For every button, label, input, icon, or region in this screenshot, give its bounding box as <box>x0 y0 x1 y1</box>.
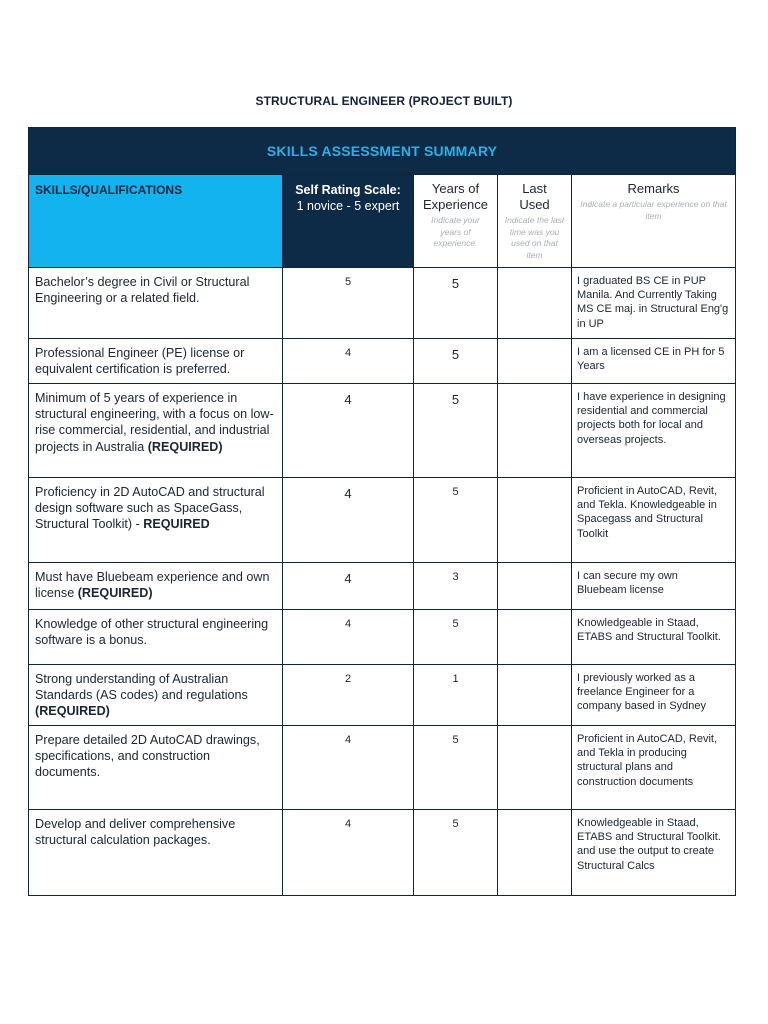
header-last-used <box>498 175 572 268</box>
remarks-cell: I am a licensed CE in PH for 5 Years <box>572 339 736 384</box>
table-row <box>29 810 736 896</box>
table-row <box>29 478 736 563</box>
header-remarks <box>572 175 736 268</box>
skill-cell <box>29 268 283 339</box>
rating-cell: 4 <box>283 810 414 896</box>
skill-text: Must have Bluebeam experience and own license <box>35 570 270 601</box>
years-cell: 5 <box>414 810 498 896</box>
years-cell: 5 <box>414 339 498 384</box>
remarks-cell: Knowledgeable in Staad, ETABS and Structural Toolkit. and use the output to create Structural Calcs <box>572 810 736 896</box>
remarks-cell: Knowledgeable in Staad, ETABS and Structural Toolkit. <box>572 610 736 665</box>
header-remarks-hint: Indicate a particular experience on that item <box>580 199 727 221</box>
rating-cell: 2 <box>283 665 414 726</box>
remarks-cell: Proficient in AutoCAD, Revit, and Tekla. Knowledgeable in Spacegass and Structural Toolkit <box>572 478 736 563</box>
years-cell: 5 <box>414 610 498 665</box>
skill-cell <box>29 384 283 478</box>
years-cell: 3 <box>414 563 498 610</box>
table-row <box>29 384 736 478</box>
header-remarks-title: Remarks <box>627 181 680 196</box>
header-rating-title: Self Rating Scale: <box>295 183 401 197</box>
skill-text: Minimum of 5 years of experience in structural engineering, with a focus on low-rise commercial, residential, and industrial projects in Australia <box>35 391 274 454</box>
last-used-cell <box>498 563 572 610</box>
skill-text: Bachelor’s degree in Civil or Structural Engineering or a related field. <box>35 275 250 306</box>
header-skills: SKILLS/QUALIFICATIONS <box>29 175 283 268</box>
rating-cell: 4 <box>283 563 414 610</box>
skill-cell <box>29 339 283 384</box>
rating-cell: 5 <box>283 268 414 339</box>
required-tag: (REQUIRED) <box>77 586 153 601</box>
remarks-cell: Proficient in AutoCAD, Revit, and Tekla in producing structural plans and construction documents <box>572 726 736 810</box>
table-row <box>29 726 736 810</box>
table-row <box>29 610 736 665</box>
skill-cell <box>29 563 283 610</box>
skill-text: Strong understanding of Australian Standards (AS codes) and regulations <box>35 672 248 703</box>
last-used-cell <box>498 726 572 810</box>
document-title: STRUCTURAL ENGINEER (PROJECT BUILT) <box>255 94 513 108</box>
years-cell: 5 <box>414 726 498 810</box>
header-last-hint: Indicate the last time was you used on that item <box>504 215 565 260</box>
header-years-title-2: Experience <box>422 197 489 212</box>
header-years-hint: Indicate your years of experience. <box>431 215 480 248</box>
skill-text: Knowledge of other structural engineering software is a bonus. <box>35 617 269 648</box>
table-row <box>29 563 736 610</box>
rating-cell: 4 <box>283 384 414 478</box>
required-tag: REQUIRED <box>143 517 210 532</box>
skills-assessment-table <box>28 127 736 896</box>
skill-text: Proficiency in 2D AutoCAD and structural design software such as SpaceGass, Structural Toolkit) - <box>35 485 265 532</box>
skill-text: Prepare detailed 2D AutoCAD drawings, specifications, and construction documents. <box>35 733 260 780</box>
table-banner: SKILLS ASSESSMENT SUMMARY <box>29 128 736 175</box>
header-years-title-1: Years of <box>431 181 480 196</box>
skill-text: Develop and deliver comprehensive structural calculation packages. <box>35 817 236 848</box>
skill-cell <box>29 665 283 726</box>
years-cell: 5 <box>414 384 498 478</box>
table-row <box>29 339 736 384</box>
skill-cell <box>29 726 283 810</box>
rating-cell: 4 <box>283 726 414 810</box>
rating-cell: 4 <box>283 339 414 384</box>
last-used-cell <box>498 610 572 665</box>
remarks-cell: I previously worked as a freelance Engineer for a company based in Sydney <box>572 665 736 726</box>
last-used-cell <box>498 339 572 384</box>
header-rating-scale: 1 novice - 5 expert <box>296 199 400 213</box>
skill-text: Professional Engineer (PE) license or equivalent certification is preferred. <box>35 346 245 377</box>
remarks-cell: I graduated BS CE in PUP Manila. And Currently Taking MS CE maj. in Structural Eng'g in UP <box>572 268 736 339</box>
skill-cell <box>29 610 283 665</box>
table-row <box>29 665 736 726</box>
header-last-title-2: Used <box>519 197 550 212</box>
table-row <box>29 268 736 339</box>
remarks-cell: I can secure my own Bluebeam license <box>572 563 736 610</box>
rating-cell: 4 <box>283 478 414 563</box>
required-tag: (REQUIRED) <box>147 439 223 454</box>
header-last-title-1: Last <box>522 181 547 196</box>
last-used-cell <box>498 384 572 478</box>
last-used-cell <box>498 268 572 339</box>
last-used-cell <box>498 478 572 563</box>
header-self-rating <box>283 175 414 268</box>
rating-cell: 4 <box>283 610 414 665</box>
last-used-cell <box>498 665 572 726</box>
remarks-cell: I have experience in designing residential and commercial projects both for local and overseas projects. <box>572 384 736 478</box>
last-used-cell <box>498 810 572 896</box>
years-cell: 5 <box>414 268 498 339</box>
header-row <box>29 175 736 268</box>
years-cell: 5 <box>414 478 498 563</box>
skill-cell <box>29 810 283 896</box>
skill-cell <box>29 478 283 563</box>
years-cell: 1 <box>414 665 498 726</box>
header-years <box>414 175 498 268</box>
required-tag: (REQUIRED) <box>35 704 110 719</box>
